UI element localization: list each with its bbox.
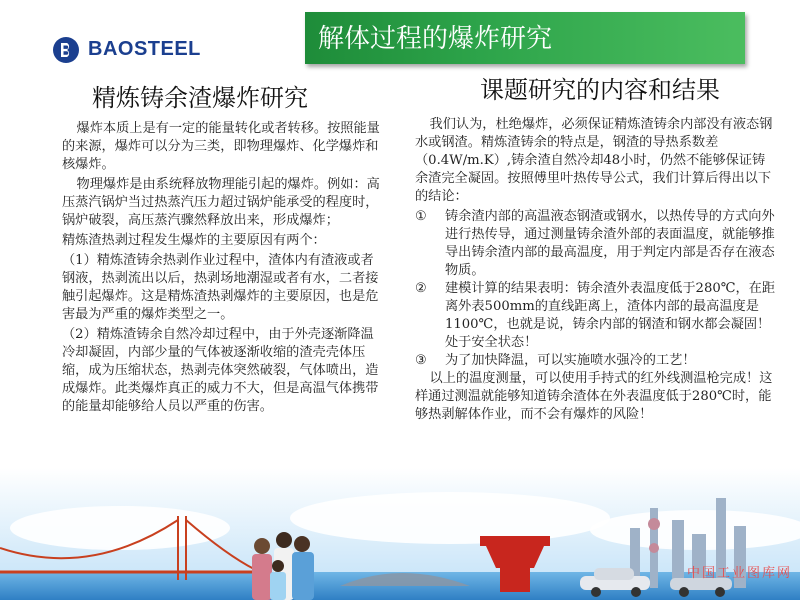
scenery-graphic <box>0 468 800 600</box>
left-paragraph: （2）精炼渣铸余自然冷却过程中，由于外壳逐渐降温冷却凝固，内部少量的气体被逐渐收缩的渣壳壳体压缩，成为压缩状态，热剥壳体突然破裂，气体喷出，造成爆炸。此类爆炸真正的威力不大，但是高温气体携带的能量却能够给人员以严重的伤害。 <box>62 327 379 414</box>
slide-title: 解体过程的爆炸研究 <box>318 24 553 54</box>
city-scenery-illustration <box>0 468 800 600</box>
right-closing: 以上的温度测量，可以使用手持式的红外线测温枪完成！这样通过测温就能够知道铸余渣体在外表温度低于280℃时，能够热剥解体作业，而不会有爆炸的风险！ <box>415 371 773 422</box>
logo-text: BAOSTEEL <box>88 38 201 60</box>
result-text: 为了加快降温，可以实施喷水强冷的工艺！ <box>445 353 696 368</box>
result-number: ③ <box>415 353 427 368</box>
result-text: 铸余渣内部的高温液态钢渣或钢水，以热传导的方式向外进行热传导，通过测量铸余渣外部的表面温度，就能够推导出铸余渣内部的最高温度，用于判定内部是否存在液态物质。 <box>445 209 775 278</box>
watermark-text: 中国工业图库网 <box>686 566 792 581</box>
baosteel-logo <box>52 36 212 66</box>
left-paragraph: 爆炸本质上是有一定的能量转化或者转移。按照能量的来源，爆炸可以分为三类，即物理爆炸、化学爆炸和核爆炸。 <box>62 121 380 172</box>
left-column <box>62 120 380 418</box>
right-heading: 课题研究的内容和结果 <box>480 76 720 104</box>
result-number: ① <box>415 209 427 224</box>
left-paragraph: 物理爆炸是由系统释放物理能引起的爆炸。例如：高压蒸汽锅炉当过热蒸汽压力超过锅炉能承受的程度时，锅炉破裂，高压蒸汽骤然释放出来，形成爆炸； <box>62 177 380 228</box>
result-number: ② <box>415 281 427 296</box>
left-paragraph: 精炼渣热剥过程发生爆炸的主要原因有两个： <box>62 233 326 248</box>
left-paragraph: （1）精炼渣铸余热剥作业过程中，渣体内有渣液或者钢液，热剥流出以后，热剥场地潮湿或者有水，二者接触引起爆炸。这是精炼渣热剥爆炸的主要原因，也是危害最为严重的爆炸类型之一。 <box>62 253 379 322</box>
result-item <box>415 352 777 370</box>
baosteel-logo-icon <box>52 36 80 64</box>
result-item <box>415 208 777 280</box>
left-heading: 精炼铸余渣爆炸研究 <box>92 84 308 112</box>
right-column <box>415 116 777 426</box>
result-text: 建模计算的结果表明：铸余渣外表温度低于280℃，在距离外表500mm的直线距离上，渣体内部的最高温度是1100℃，也就是说，铸余内部的钢渣和钢水都会凝固！处于安全状态！ <box>445 281 776 350</box>
result-item <box>415 280 777 352</box>
right-intro: 我们认为，杜绝爆炸，必须保证精炼渣铸余内部没有液态钢水或钢渣。精炼渣铸余的特点是，钢渣的导热系数差（0.4W/m.K）,铸余渣自然冷却48小时，仍然不能够保证铸余渣完全凝固。按照傅里叶热传导公式，我们计算后得出以下的结论： <box>415 117 773 204</box>
